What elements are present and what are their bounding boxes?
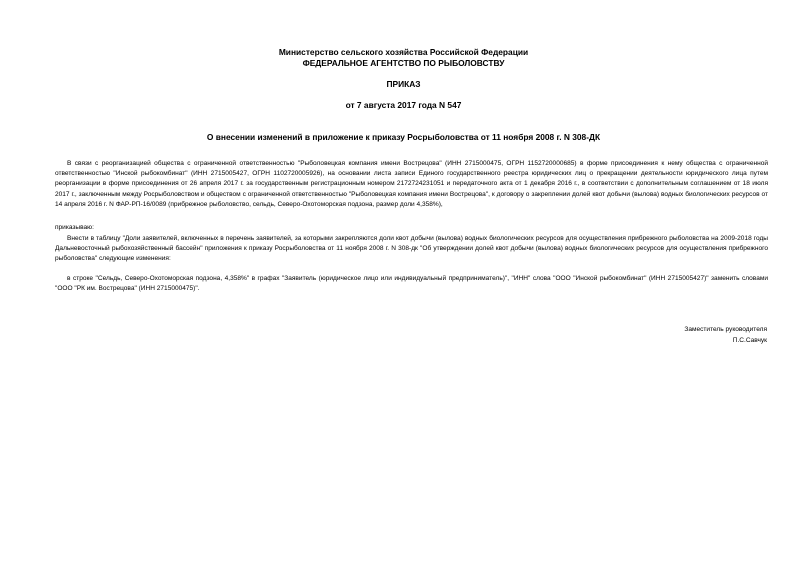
agency-name: ФЕДЕРАЛЬНОЕ АГЕНТСТВО ПО РЫБОЛОВСТВУ xyxy=(302,58,505,68)
ministry-name: Министерство сельского хозяйства Российской Федерации xyxy=(278,47,529,57)
document-type: ПРИКАЗ xyxy=(386,79,421,89)
signatory-position: Заместитель руководителя xyxy=(684,326,767,333)
instruction-paragraph: Внести в таблицу "Доли заявителей, включенных в перечень заявителей, за которыми закрепляются доли квот добычи (вылова) водных биологических ресурсов для осуществления прибрежного рыболовства на 2009-2018 годы Дальневосточный рыбохозяйственный бассейн" приложения к приказу Росрыболовства от 11 ноября 2008 г. N 308-дк "Об утверждении долей квот добычи (вылова) водных биологических ресурсов для осуществления прибрежного рыболовства" следующие изменения: xyxy=(55,235,768,263)
signatory-name: П.С.Савчук xyxy=(732,336,767,344)
change-paragraph: в строке "Сельдь, Северо-Охотоморская подзона, 4,358%" в графах "Заявитель (юридическое лицо или индивидуальный предприниматель)", "ИНН" слова "ООО "Инской рыбокомбинат" (ИНН 2715005427)" заменить словами "ООО "РК им. Вострецова" (ИНН 2715000475)". xyxy=(55,275,768,293)
order-word: приказываю: xyxy=(55,224,94,231)
signature-block xyxy=(684,325,767,346)
document-date: от 7 августа 2017 года N 547 xyxy=(345,100,462,110)
document-title: О внесении изменений в приложение к приказу Росрыболовства от 11 ноября 2008 г. N 308-ДК xyxy=(206,132,601,142)
preamble-paragraph: В связи с реорганизацией общества с ограниченной ответственностью "Рыболовецкая компания имени Вострецова" (ИНН 2715000475, ОГРН 1152720000685) в форме присоединения к нему общества с ограниченной ответственностью "Инской рыбокомбинат" (ИНН 2715005427, ОГРН 1102720005926), на основании листа записи Единого государственного реестра юридических лиц о прекращении деятельности юридического лица путем реорганизации в форме присоединения от 26 апреля 2017 г. за государственным регистрационным номером 2172724231051 и передаточного акта от 1 декабря 2016 г., в соответствии с дополнительным соглашением от 18 июля 2017 г., заключенным между Росрыболовством и обществом с ограниченной ответственностью "Рыболовецкая компания имени Вострецова", к договору о закреплении долей квот добычи (вылова) водных биологических ресурсов от 14 апреля 2016 г. N ФАР-РП-16/0089 (прибрежное рыболовство, сельдь, Северо-Охотоморская подзона, размер доли 4,358%), xyxy=(55,160,768,208)
